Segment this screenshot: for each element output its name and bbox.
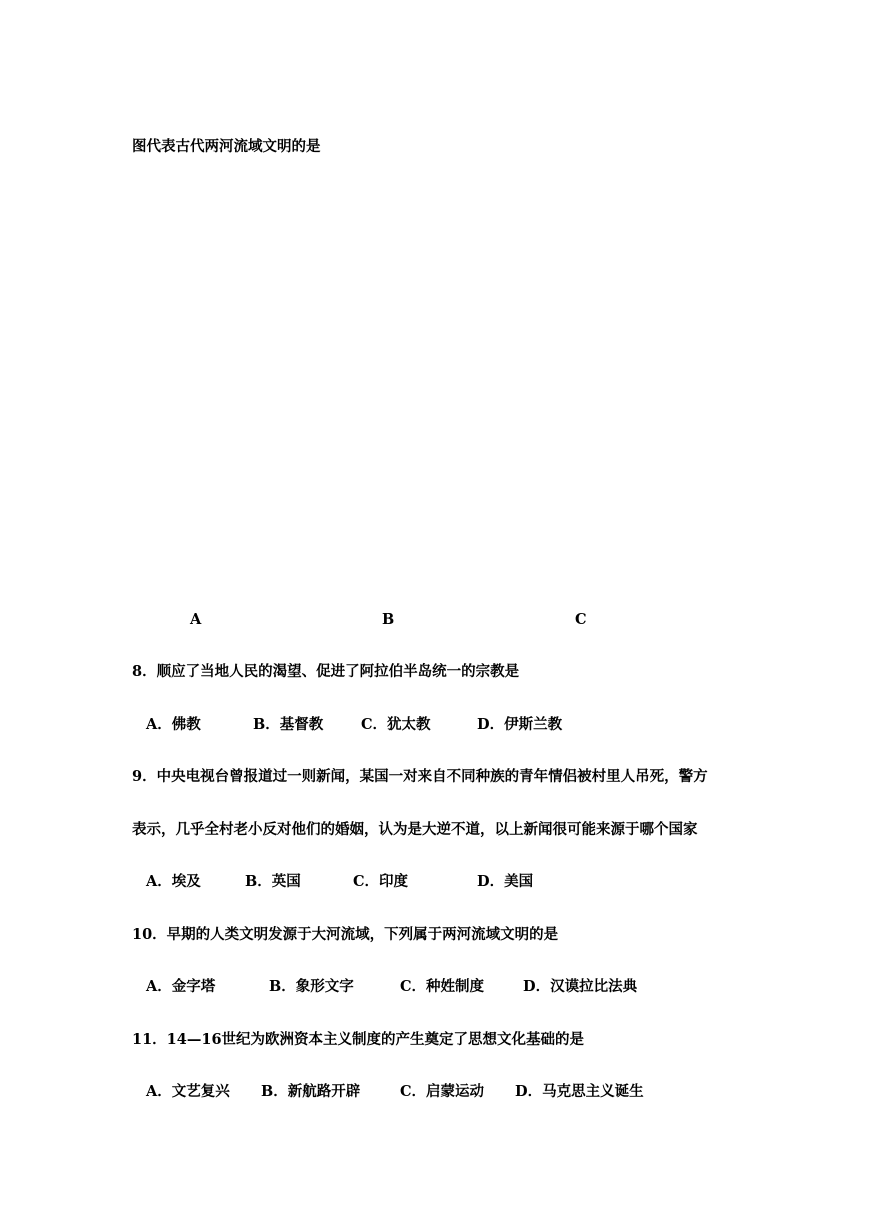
question-8-stem: 8．顺应了当地人民的渴望、促进了阿拉伯半岛统一的宗教是 — [132, 663, 520, 680]
question-10-option-c: C．种姓制度 — [400, 978, 485, 995]
image-area — [130, 175, 730, 595]
question-11-option-a: A．文艺复兴 — [146, 1083, 230, 1100]
question-11-option-b: B．新航路开辟 — [261, 1083, 361, 1100]
question-10-option-d: D．汉谟拉比法典 — [523, 978, 638, 995]
question-8-option-b: B．基督教 — [253, 716, 324, 733]
question-9-stem-line-1: 9．中央电视台曾报道过一则新闻，某国一对来自不同种族的青年情侣被村里人吊死，警方 — [132, 768, 708, 785]
question-10-option-a: A．金字塔 — [146, 978, 216, 995]
image-label-b: B — [382, 611, 395, 628]
question-8-option-d: D．伊斯兰教 — [477, 716, 563, 733]
image-label-a: A — [190, 611, 202, 628]
image-label-c: C — [575, 611, 587, 628]
question-9-option-b: B．英国 — [245, 873, 301, 890]
question-9-option-a: A．埃及 — [146, 873, 201, 890]
question-8-option-a: A．佛教 — [146, 716, 201, 733]
question-9-stem-line-2: 表示，几乎全村老小反对他们的婚姻，认为是大逆不道，以上新闻很可能来源于哪个国家 — [132, 821, 698, 838]
question-10-stem: 10．早期的人类文明发源于大河流域，下列属于两河流域文明的是 — [132, 926, 559, 943]
question-10-option-b: B．象形文字 — [269, 978, 354, 995]
question-8-option-c: C．犹太教 — [361, 716, 431, 733]
question-11-option-d: D．马克思主义诞生 — [515, 1083, 644, 1100]
question-prompt: 图代表古代两河流域文明的是 — [132, 138, 321, 155]
question-9-option-d: D．美国 — [477, 873, 534, 890]
question-11-option-c: C．启蒙运动 — [400, 1083, 485, 1100]
question-9-option-c: C．印度 — [353, 873, 409, 890]
question-11-stem: 11．14—16世纪为欧洲资本主义制度的产生奠定了思想文化基础的是 — [132, 1031, 585, 1048]
